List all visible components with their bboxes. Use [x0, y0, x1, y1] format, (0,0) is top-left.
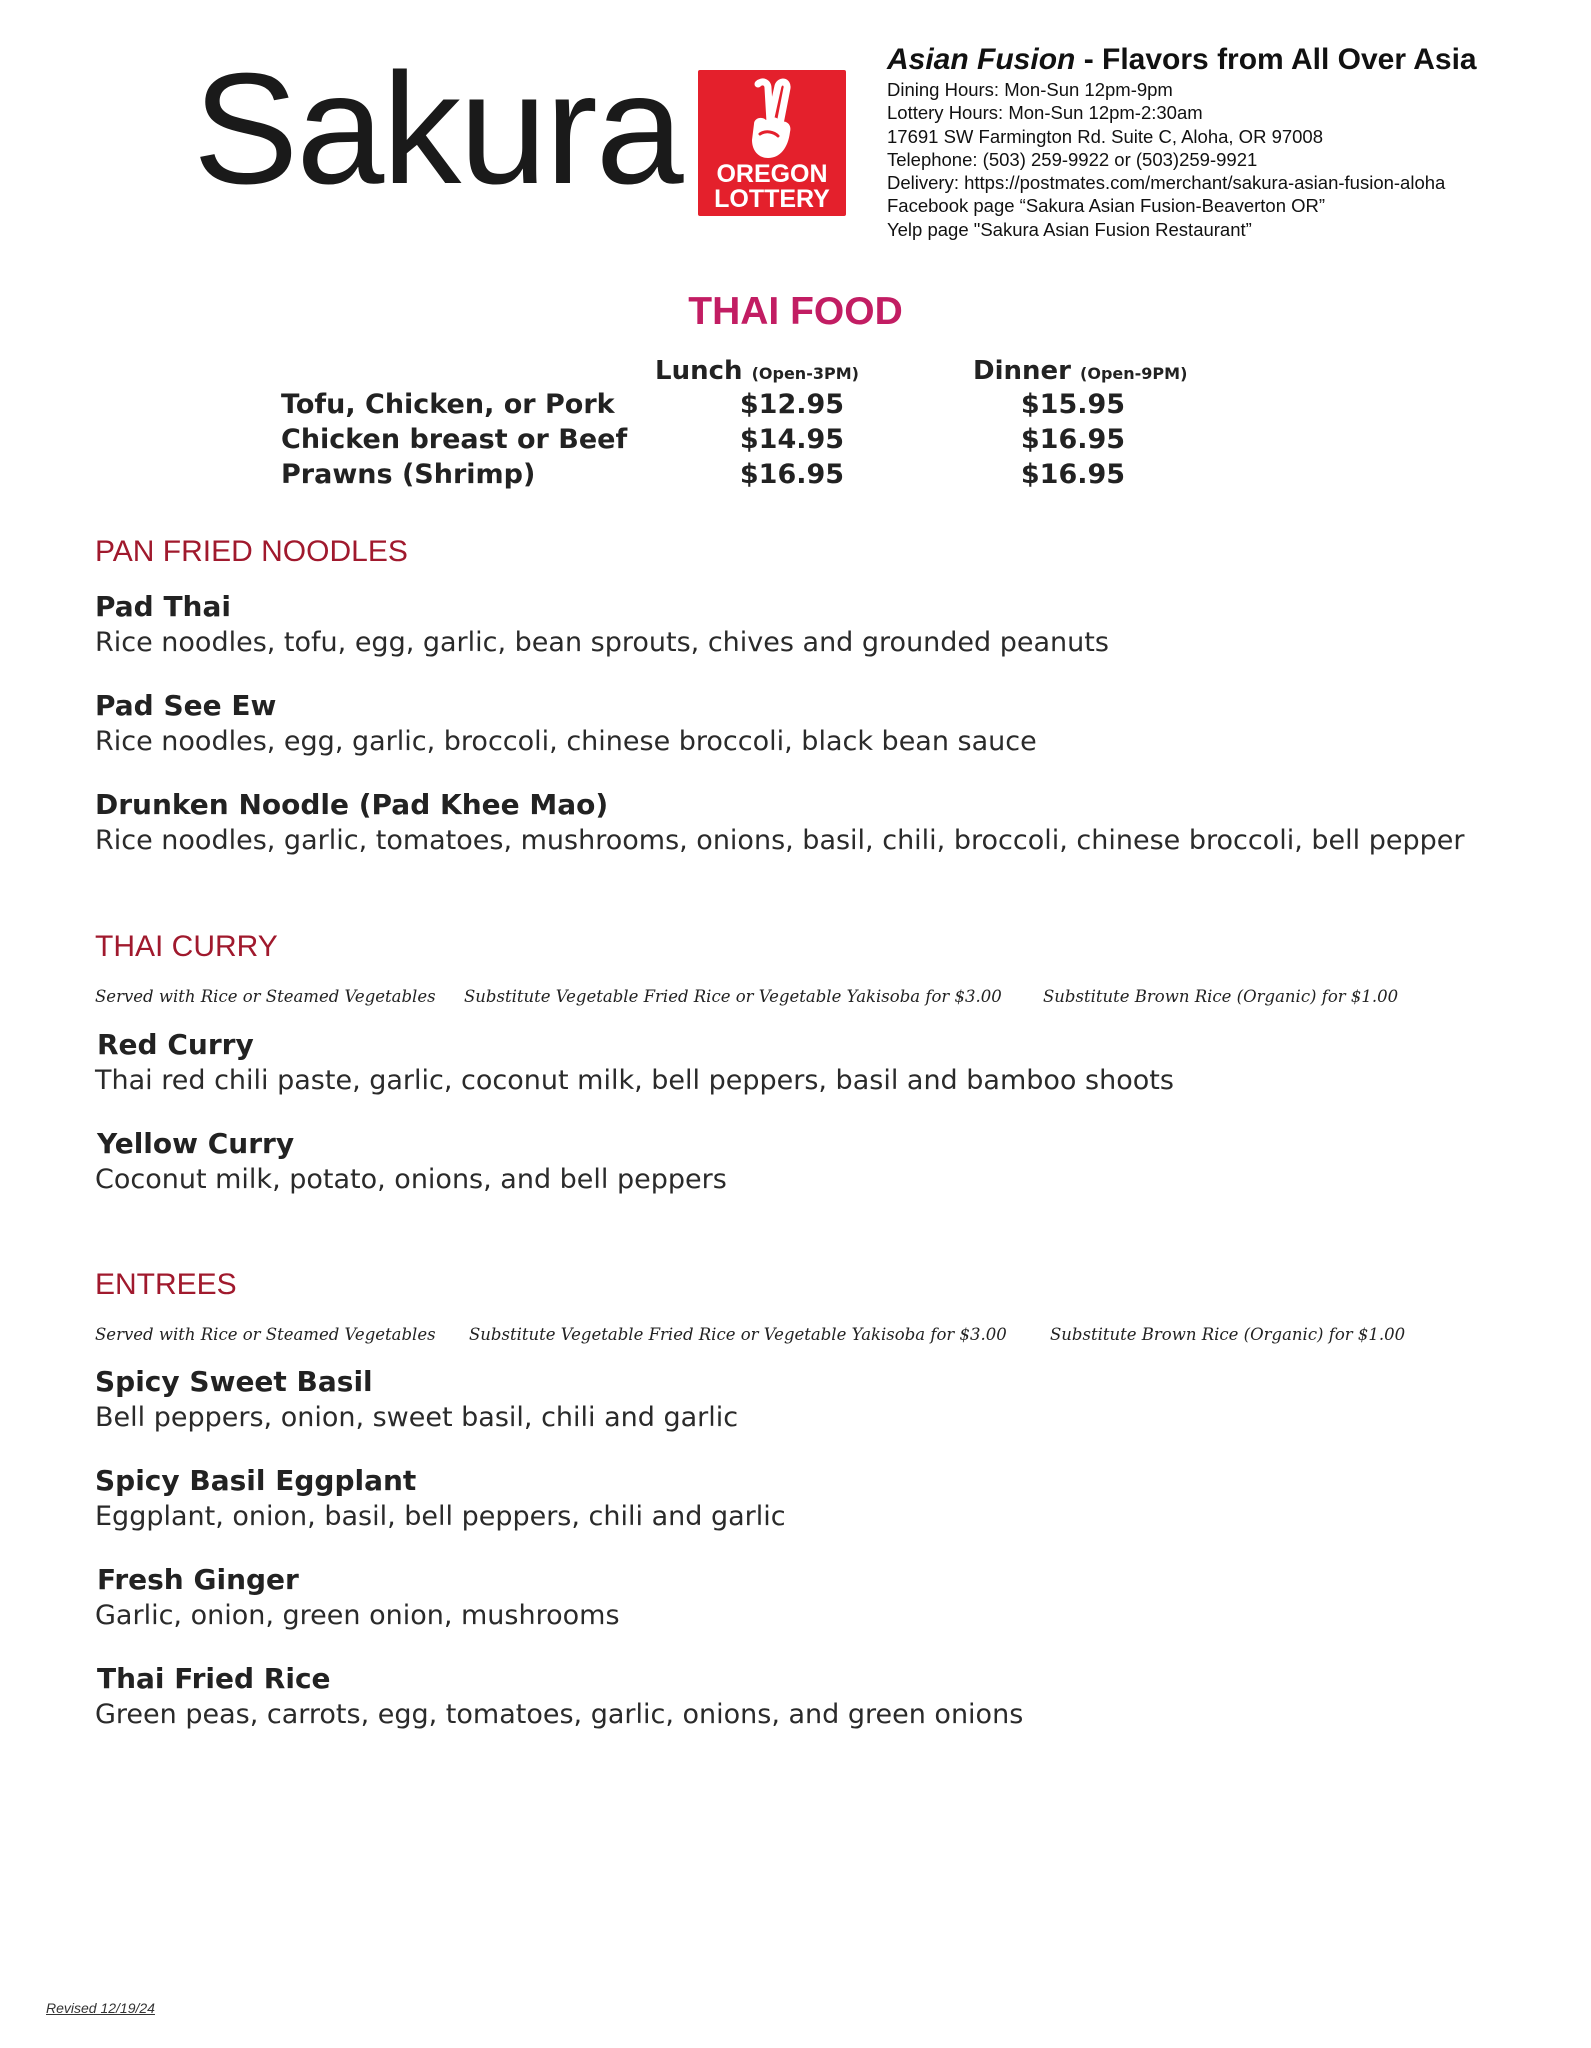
menu-item-name: Spicy Sweet Basil — [95, 1365, 373, 1398]
tagline-rest: - Flavors from All Over Asia — [1075, 43, 1477, 76]
dinner-hours: (Open-9PM) — [1080, 364, 1188, 383]
menu-item-desc: Eggplant, onion, basil, bell peppers, chili and garlic — [95, 1501, 786, 1532]
lottery-hours: Lottery Hours: Mon-Sun 12pm-2:30am — [887, 102, 1203, 124]
menu-item-name: Red Curry — [97, 1028, 254, 1061]
price-row-protein: Chicken breast or Beef — [281, 424, 628, 455]
serving-note: Served with Rice or Steamed Vegetables — [95, 1325, 436, 1344]
price-row-dinner: $16.95 — [1020, 424, 1126, 455]
yelp-page: Yelp page "Sakura Asian Fusion Restaurant” — [887, 218, 1252, 240]
menu-item-desc: Rice noodles, egg, garlic, broccoli, chinese broccoli, black bean sauce — [95, 726, 1037, 757]
substitution-note: Substitute Vegetable Fried Rice or Vegetable Yakisoba for $3.00 — [464, 987, 1002, 1006]
restaurant-brand: Sakura — [193, 41, 682, 217]
brown-rice-note: Substitute Brown Rice (Organic) for $1.00 — [1050, 1325, 1406, 1344]
menu-item-name: Fresh Ginger — [97, 1563, 299, 1596]
telephone: Telephone: (503) 259-9922 or (503)259-9921 — [887, 148, 1258, 170]
dinner-header — [973, 356, 1187, 386]
crossed-fingers-icon — [740, 78, 804, 162]
section-title-entrees: ENTREES — [95, 1268, 237, 1301]
dinner-label: Dinner — [973, 356, 1071, 386]
tagline — [887, 42, 1477, 78]
restaurant-info — [887, 42, 1477, 241]
menu-item-name: Pad See Ew — [95, 689, 277, 722]
menu-item-desc: Rice noodles, tofu, egg, garlic, bean sprouts, chives and grounded peanuts — [95, 627, 1109, 658]
price-row-dinner: $16.95 — [1020, 459, 1126, 490]
lunch-hours: (Open-3PM) — [751, 364, 859, 383]
menu-item-desc: Rice noodles, garlic, tomatoes, mushrooms, onions, basil, chili, broccoli, chinese broccoli, bell pepper — [95, 825, 1465, 856]
menu-item-name: Pad Thai — [95, 590, 231, 623]
price-row-protein: Prawns (Shrimp) — [281, 459, 536, 490]
section-title-pan-fried-noodles: PAN FRIED NOODLES — [95, 535, 408, 568]
menu-item-desc: Garlic, onion, green onion, mushrooms — [95, 1600, 620, 1631]
logo-line-1: OREGON — [716, 160, 828, 188]
revised-date: Revised 12/19/24 — [46, 2000, 155, 2016]
menu-item-name: Yellow Curry — [97, 1127, 295, 1160]
price-row-lunch: $14.95 — [739, 424, 845, 455]
logo-line-2: LOTTERY — [714, 185, 830, 213]
thai-food-title: THAI FOOD — [688, 290, 903, 333]
price-row-lunch: $16.95 — [739, 459, 845, 490]
dining-hours: Dining Hours: Mon-Sun 12pm-9pm — [887, 79, 1173, 100]
menu-item-desc: Thai red chili paste, garlic, coconut milk, bell peppers, basil and bamboo shoots — [95, 1065, 1174, 1096]
lunch-label: Lunch — [655, 356, 743, 386]
menu-item-desc: Bell peppers, onion, sweet basil, chili and garlic — [95, 1402, 739, 1433]
menu-item-name: Drunken Noodle (Pad Khee Mao) — [95, 788, 609, 821]
brown-rice-note: Substitute Brown Rice (Organic) for $1.00 — [1043, 987, 1399, 1006]
menu-item-desc: Coconut milk, potato, onions, and bell peppers — [95, 1164, 727, 1195]
address: 17691 SW Farmington Rd. Suite C, Aloha, OR 97008 — [887, 125, 1324, 147]
facebook-page: Facebook page “Sakura Asian Fusion-Beaverton OR” — [887, 195, 1326, 217]
price-row-dinner: $15.95 — [1020, 389, 1126, 420]
oregon-lottery-logo — [698, 70, 846, 216]
delivery-link[interactable]: Delivery: https://postmates.com/merchant/sakura-asian-fusion-aloha — [887, 172, 1446, 194]
tagline-emphasis: Asian Fusion — [887, 43, 1076, 76]
menu-item-name: Spicy Basil Eggplant — [95, 1464, 417, 1497]
substitution-note: Substitute Vegetable Fried Rice or Vegetable Yakisoba for $3.00 — [469, 1325, 1007, 1344]
serving-note: Served with Rice or Steamed Vegetables — [95, 987, 436, 1006]
price-row-lunch: $12.95 — [739, 389, 845, 420]
menu-item-desc: Green peas, carrots, egg, tomatoes, garlic, onions, and green onions — [95, 1699, 1024, 1730]
lunch-header — [655, 356, 859, 386]
price-row-protein: Tofu, Chicken, or Pork — [281, 389, 615, 420]
menu-item-name: Thai Fried Rice — [97, 1662, 331, 1695]
section-title-thai-curry: THAI CURRY — [95, 930, 278, 963]
